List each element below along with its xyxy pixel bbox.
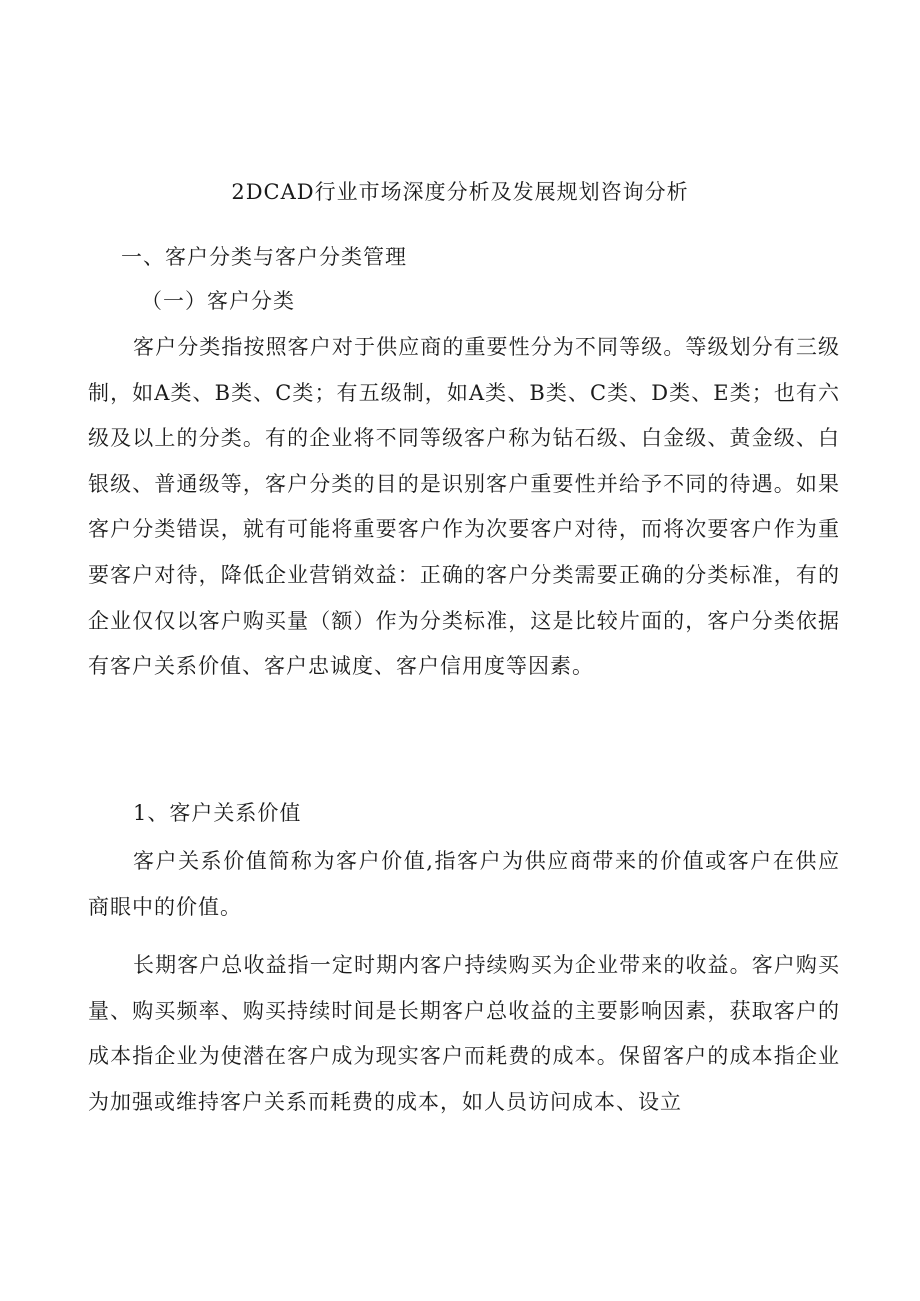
subsection-heading: （一）客户分类: [141, 289, 295, 313]
body-paragraph: 客户分类指按照客户对于供应商的重要性分为不同等级。等级划分有三级制，如A类、B类、C类；有五级制，如A类、B类、C类、D类、E类；也有六级及以上的分类。有的企业将不同等级客户称为钻石级、白金级、黄金级、白银级、普通级等，客户分类的目的是识别客户重要性并给予不同的待遇。如果客户分类错误，就有可能将重要客户作为次要客户对待，而将次要客户作为重要客户对待，降低企业营销效益：正确的客户分类需要正确的分类标准，有的企业仅仅以客户购买量（额）作为分类标准，这是比较片面的，客户分类依据有客户关系价值、客户忠诚度、客户信用度等因素。: [88, 335, 840, 679]
document-title: 2DCAD行业市场深度分析及发展规划咨询分析: [231, 180, 689, 204]
item-heading: 1、客户关系价值: [133, 801, 302, 825]
body-paragraph: 长期客户总收益指一定时期内客户持续购买为企业带来的收益。客户购买量、购买频率、购买持续时间是长期客户总收益的主要影响因素，获取客户的成本指企业为使潜在客户成为现实客户而耗费的成本。保留客户的成本指企业为加强或维持客户关系而耗费的成本，如人员访问成本、设立: [88, 953, 840, 1114]
section-heading: 一、客户分类与客户分类管理: [121, 245, 407, 269]
body-paragraph: 客户关系价值简称为客户价值,指客户为供应商带来的价值或客户在供应商眼中的价值。: [88, 849, 840, 919]
